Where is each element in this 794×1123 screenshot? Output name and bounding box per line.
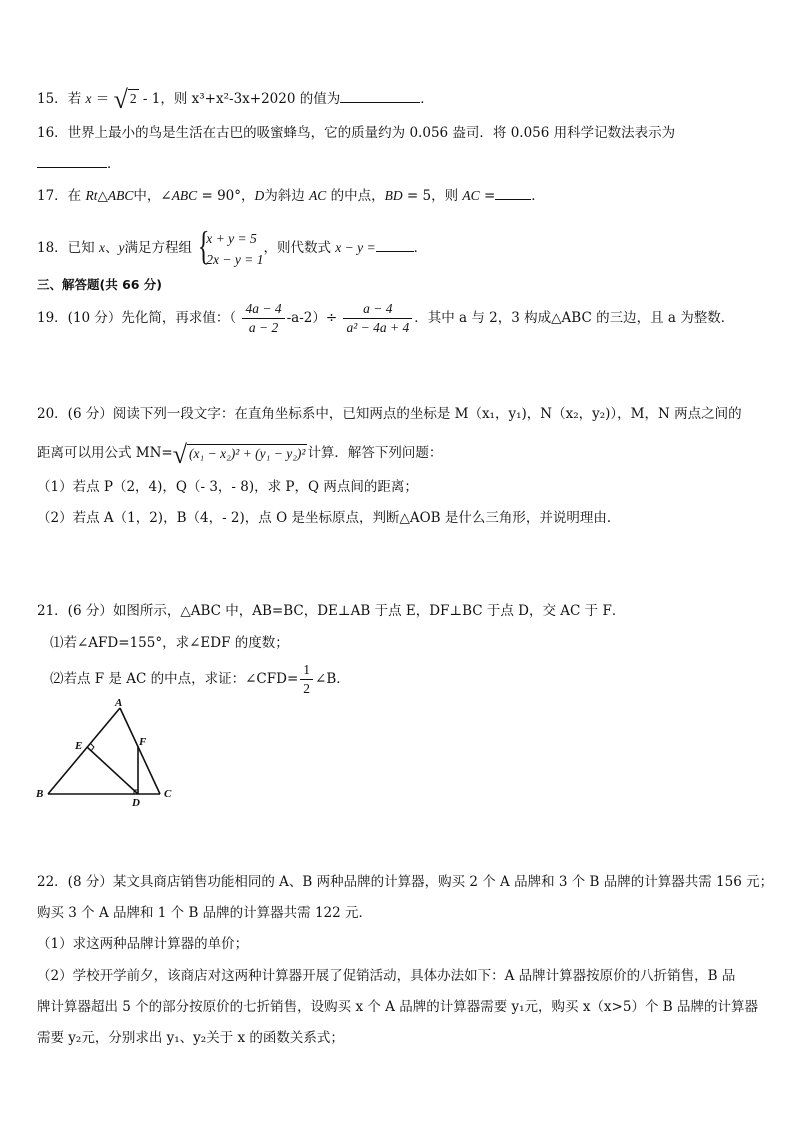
question-22-part-1: [37, 934, 248, 954]
label-d: D: [132, 797, 140, 809]
question-16: [37, 123, 675, 143]
q18-sep: 、: [104, 240, 119, 256]
q22-part2-l1: （2）学校开学前夕，该商店对这两种计算器开展了促销活动，具体办法如下：A 品牌计算器按原价的八折销售，B 品: [37, 968, 736, 984]
q17-bd: BD: [384, 188, 403, 203]
label-b: B: [36, 788, 44, 800]
q20-line2-pre: 距离可以用公式 MN=: [37, 445, 173, 461]
q17-mid2: = 90°，: [201, 188, 255, 204]
q17-mid3: 为斜边: [264, 188, 305, 204]
question-17: [37, 185, 545, 206]
q21-line1: 21．(6 分）如图所示，△ABC 中，AB=BC，DE⊥AB 于点 E，DF⊥BC 于点 D，交 AC 于 F．: [37, 603, 626, 619]
q19-post: ．其中 a 与 2，3 构成△ABC 的三边，且 a 为整数．: [414, 310, 735, 326]
q17-ac: AC: [309, 188, 327, 203]
q20-part1: （1）若点 P（2，4)，Q（- 3，- 8)，求 P，Q 两点间的距离；: [37, 479, 418, 495]
q20-line2-post: 计算．解答下列问题：: [307, 445, 443, 461]
q15-post: - 1，则 x³+x²-3x+2020 的值为: [142, 91, 341, 107]
q19-fraction-2: [343, 300, 412, 337]
q15-eq: ＝: [95, 91, 110, 107]
q18-end: ．: [413, 240, 428, 256]
q17-mid6: =: [483, 188, 496, 204]
question-20-part-2: [37, 508, 620, 528]
q21-part2-post: ∠B．: [315, 671, 350, 687]
label-a: A: [115, 698, 123, 709]
q19-f2-den: a² − 4a + 4: [346, 320, 410, 335]
q17-mid1: 中，∠: [133, 188, 172, 204]
q21-half-num: 1: [300, 661, 313, 680]
q18-equation-system: { x + y = 5 2x − y = 1: [198, 222, 264, 268]
q20-formula: (x₁ − x₂)² + (y₁ − y₂)²: [189, 445, 306, 461]
q22-line2: 购买 3 个 A 品牌和 1 个 B 品牌的计算器共需 122 元．: [37, 905, 373, 921]
q15-number: 15．: [37, 91, 68, 107]
segment-ac: [120, 708, 160, 794]
q15-sqrt: √ 2: [113, 84, 137, 114]
q15-radicand: 2: [129, 91, 137, 107]
q19-f1-num: 4a − 4: [242, 300, 284, 319]
q17-end: ．: [531, 188, 545, 204]
section-3-heading: 三、解答题(共 66 分): [37, 277, 163, 292]
q15-pre: 若: [67, 91, 82, 107]
q19-f1-den: a − 2: [248, 320, 279, 335]
label-e: E: [75, 740, 83, 752]
segment-ab: [48, 708, 120, 794]
q18-number: 18．已知: [37, 240, 95, 256]
q19-mid: -a-2）÷: [286, 310, 338, 326]
question-19: [37, 298, 734, 338]
question-18: [37, 222, 428, 270]
q19-fraction-1: [242, 300, 284, 337]
question-21: [37, 601, 625, 621]
question-22-part-2-line2: [37, 997, 758, 1017]
question-22: [37, 872, 773, 892]
q21-half-den: 2: [303, 681, 311, 696]
q18-mid2: ，则代数式: [263, 240, 331, 256]
q18-x: x: [98, 240, 105, 255]
q18-eq2: 2x − y = 1: [206, 251, 264, 267]
q17-mid4: 的中点，: [330, 188, 385, 204]
q16-answer-blank: [37, 153, 107, 168]
label-f: F: [139, 736, 147, 748]
q20-part2: （2）若点 A（1，2)，B（4，- 2)，点 O 是坐标原点，判断△AOB 是什么三角形，并说明理由．: [37, 510, 621, 526]
q22-part1: （1）求这两种品牌计算器的单价；: [37, 936, 249, 952]
question-16-cont: [37, 153, 121, 174]
q20-line1: 20．(6 分）阅读下列一段文字：在直角坐标系中，已知两点的坐标是 M（x₁，y₁)，N（x₂，y₂)），M，N 两点之间的: [37, 406, 742, 422]
q17-mid5: = 5，则: [406, 188, 459, 204]
q17-ac2: AC: [462, 188, 480, 203]
question-22-line2: [37, 903, 372, 923]
q22-line1: 22．(8 分）某文具商店销售功能相同的 A、B 两种品牌的计算器，购买 2 个 A 品牌和 3 个 B 品牌的计算器共需 156 元；: [37, 874, 774, 890]
q15-end: ．: [420, 91, 434, 107]
q18-mid: 满足方程组: [124, 240, 192, 256]
q21-half-fraction: [300, 661, 313, 698]
q18-answer-blank: [376, 237, 414, 252]
q17-number: 17．在: [37, 188, 82, 204]
q21-part1: ⑴若∠AFD=155°，求∠EDF 的度数；: [50, 635, 289, 651]
q16-end: ．: [107, 156, 121, 172]
question-21-part-1: [50, 633, 289, 653]
q18-eq1: x + y = 5: [206, 230, 257, 246]
q15-answer-blank: [340, 88, 420, 103]
q17-angle: ABC: [171, 188, 198, 203]
q17-answer-blank: [495, 185, 531, 200]
question-22-part-2-line1: [37, 966, 735, 986]
segment-de: [87, 747, 138, 794]
q20-sqrt: √ (x₁ − x₂)² + (y₁ − y₂)²: [172, 439, 306, 469]
label-c: C: [164, 788, 172, 800]
question-21-part-2: [50, 661, 350, 698]
q18-y: y: [118, 240, 125, 255]
question-22-part-2-line3: [37, 1028, 344, 1048]
q16-line1: 16．世界上最小的鸟是生活在古巴的吸蜜蜂鸟，它的质量约为 0.056 盎司．将 0.056 用科学记数法表示为: [37, 125, 676, 141]
q15-var: x: [85, 91, 92, 106]
question-20: [37, 404, 742, 424]
q18-expr: x − y =: [335, 240, 376, 255]
question-15: [37, 84, 434, 114]
q21-part2-pre: ⑵若点 F 是 AC 的中点，求证：∠CFD=: [50, 671, 299, 687]
q17-tri: Rt△ABC: [85, 188, 134, 203]
question-20-part-1: [37, 477, 418, 497]
q19-pre: 19．(10 分）先化简，再求值：（: [37, 310, 237, 326]
q19-f2-num: a − 4: [343, 300, 412, 319]
triangle-figure: [30, 698, 190, 810]
q22-part2-l2: 牌计算器超出 5 个的部分按原价的七折销售，设购买 x 个 A 品牌的计算器需要 y₁元，购买 x（x>5）个 B 品牌的计算器: [37, 999, 758, 1015]
q17-d: D: [254, 188, 265, 203]
question-20-formula-line: [37, 438, 442, 469]
q22-part2-l3: 需要 y₂元，分别求出 y₁、y₂关于 x 的函数关系式；: [37, 1030, 344, 1046]
